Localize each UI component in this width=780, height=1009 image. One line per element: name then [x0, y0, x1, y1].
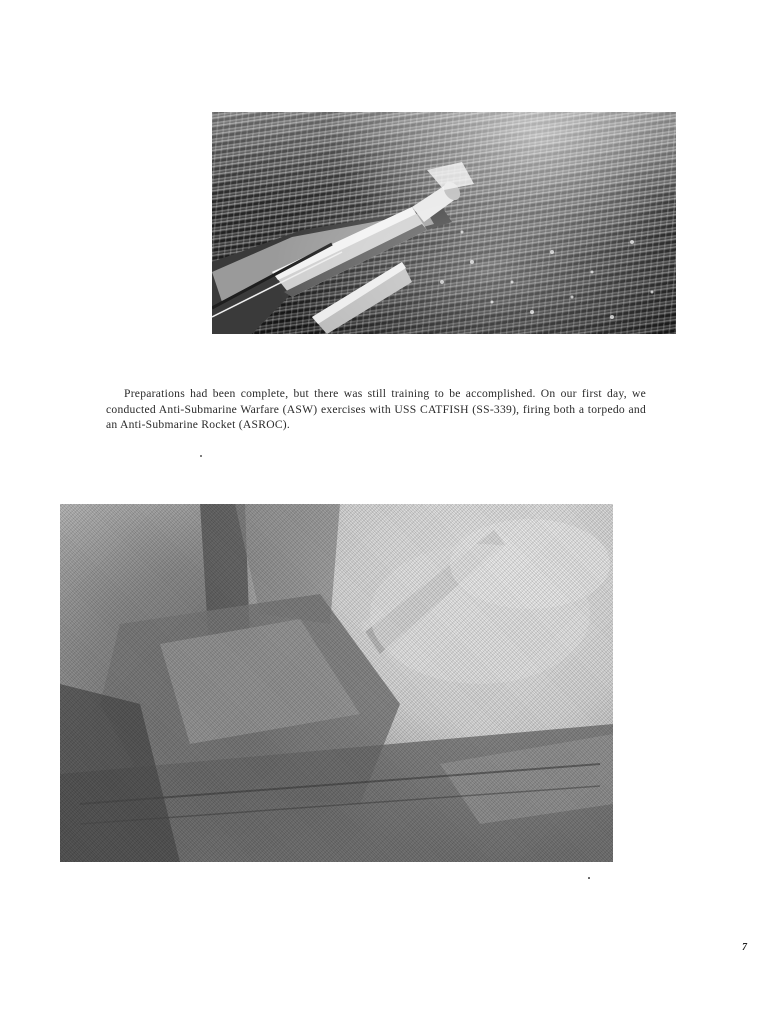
asroc-launcher-photo [60, 504, 613, 862]
body-paragraph: Preparations had been complete, but there was still training to be accomplished. On our first day, we conducted Anti-Submarine Warfare (ASW) exercises with USS CATFISH (SS-339), firing both a torpedo and an Anti-Submarine Rocket (ASROC). [106, 387, 646, 431]
torpedo-launch-illustration [212, 112, 676, 334]
asroc-launcher-illustration [60, 504, 613, 862]
print-speck [200, 455, 202, 457]
torpedo-launch-photo [212, 112, 676, 334]
print-speck [588, 877, 590, 879]
page-number: 7 [742, 942, 747, 953]
